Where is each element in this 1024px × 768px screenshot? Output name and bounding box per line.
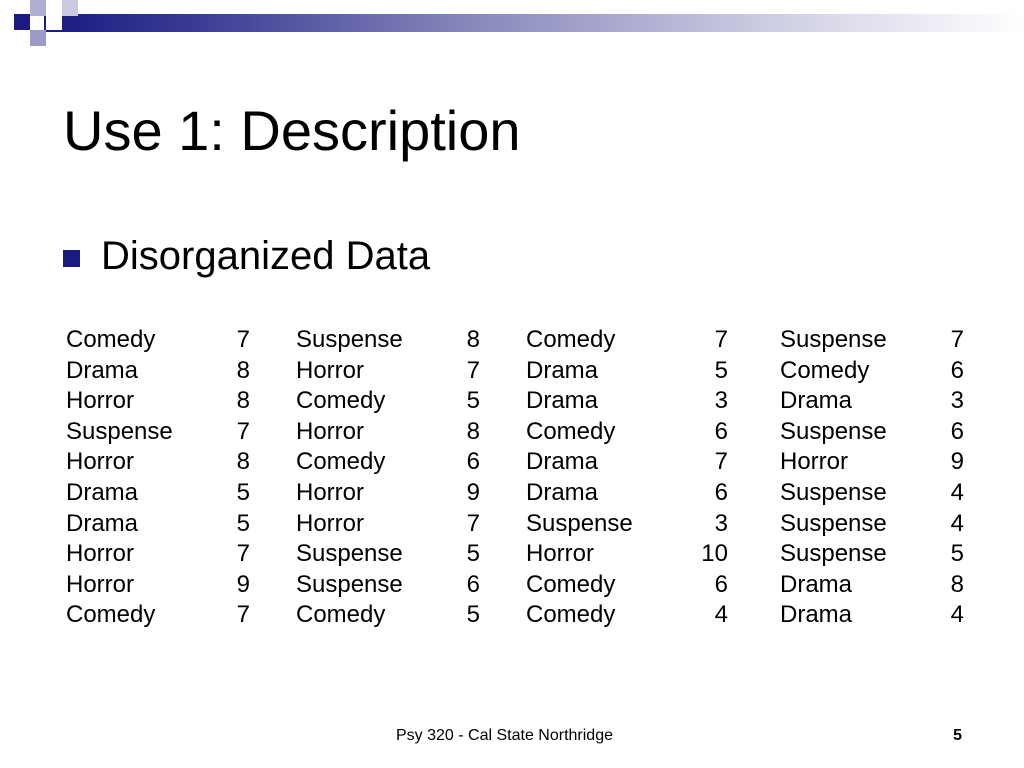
rating-cell: 8 bbox=[950, 570, 964, 598]
genre-cell: Suspense bbox=[780, 417, 887, 445]
genre-cell: Suspense bbox=[296, 540, 403, 568]
table-row bbox=[66, 356, 964, 387]
rating-cell: 7 bbox=[950, 326, 964, 353]
genre-cell: Drama bbox=[66, 356, 139, 384]
table-row bbox=[66, 539, 964, 570]
rating-cell: 6 bbox=[714, 570, 728, 598]
rating-cell: 6 bbox=[466, 448, 480, 476]
genre-cell: Drama bbox=[780, 570, 853, 598]
table-row bbox=[66, 509, 964, 540]
genre-cell: Comedy bbox=[296, 601, 386, 629]
rating-cell: 7 bbox=[714, 448, 728, 476]
genre-cell: Suspense bbox=[780, 509, 887, 537]
genre-cell: Drama bbox=[66, 509, 139, 537]
genre-cell: Drama bbox=[526, 387, 599, 415]
rating-cell: 5 bbox=[466, 540, 480, 568]
genre-cell: Horror bbox=[296, 356, 365, 384]
rating-cell: 4 bbox=[714, 601, 728, 629]
genre-cell: Comedy bbox=[526, 417, 616, 445]
genre-cell: Suspense bbox=[296, 570, 403, 598]
rating-cell: 5 bbox=[714, 356, 728, 384]
genre-cell: Comedy bbox=[66, 601, 156, 629]
rating-cell: 10 bbox=[701, 540, 728, 568]
table-row bbox=[66, 600, 964, 631]
genre-cell: Horror bbox=[66, 387, 135, 415]
rating-cell: 9 bbox=[466, 478, 480, 506]
genre-cell: Horror bbox=[66, 540, 135, 568]
rating-cell: 8 bbox=[466, 326, 480, 353]
rating-cell: 4 bbox=[950, 478, 964, 506]
genre-cell: Comedy bbox=[526, 326, 616, 353]
genre-cell: Comedy bbox=[526, 570, 616, 598]
table-body bbox=[66, 325, 964, 631]
rating-cell: 5 bbox=[236, 478, 250, 506]
rating-cell: 7 bbox=[236, 601, 250, 629]
genre-cell: Drama bbox=[780, 601, 853, 629]
rating-cell: 9 bbox=[950, 448, 964, 476]
genre-cell: Comedy bbox=[526, 601, 616, 629]
table-row bbox=[66, 417, 964, 448]
rating-cell: 6 bbox=[950, 417, 964, 445]
table-row bbox=[66, 570, 964, 601]
rating-cell: 8 bbox=[236, 387, 250, 415]
bullet-item bbox=[63, 232, 430, 280]
genre-cell: Horror bbox=[780, 448, 849, 476]
header-gradient-bar bbox=[44, 14, 1024, 32]
rating-cell: 7 bbox=[236, 540, 250, 568]
genre-cell: Drama bbox=[66, 478, 139, 506]
decor-square-mid bbox=[30, 30, 46, 46]
page-number: 5 bbox=[953, 727, 962, 744]
genre-cell: Horror bbox=[296, 509, 365, 537]
rating-cell: 4 bbox=[950, 509, 964, 537]
rating-cell: 6 bbox=[950, 356, 964, 384]
genre-cell: Horror bbox=[296, 417, 365, 445]
table-row bbox=[66, 447, 964, 478]
genre-cell: Drama bbox=[526, 448, 599, 476]
genre-cell: Suspense bbox=[780, 540, 887, 568]
rating-cell: 5 bbox=[466, 387, 480, 415]
slide-footer: Psy 320 - Cal State Northridge bbox=[396, 727, 613, 744]
rating-cell: 8 bbox=[466, 417, 480, 445]
decor-square-light bbox=[30, 0, 46, 16]
genre-cell: Suspense bbox=[780, 478, 887, 506]
genre-cell: Suspense bbox=[780, 326, 887, 353]
rating-cell: 6 bbox=[714, 417, 728, 445]
decor-square-white-2 bbox=[14, 30, 30, 46]
rating-cell: 6 bbox=[714, 478, 728, 506]
square-bullet-icon bbox=[63, 250, 80, 267]
decor-square-white bbox=[46, 14, 62, 30]
table-row bbox=[66, 325, 964, 356]
decor-square-faint bbox=[62, 0, 78, 16]
table-row bbox=[66, 386, 964, 417]
genre-cell: Comedy bbox=[66, 326, 156, 353]
rating-cell: 8 bbox=[236, 356, 250, 384]
genre-cell: Comedy bbox=[780, 356, 870, 384]
rating-cell: 5 bbox=[466, 601, 480, 629]
rating-cell: 3 bbox=[950, 387, 964, 415]
genre-cell: Suspense bbox=[296, 326, 403, 353]
rating-cell: 7 bbox=[236, 326, 250, 353]
genre-cell: Suspense bbox=[66, 417, 173, 445]
slide-header-decoration bbox=[0, 0, 1024, 48]
genre-cell: Comedy bbox=[296, 448, 386, 476]
genre-cell: Horror bbox=[66, 570, 135, 598]
rating-cell: 7 bbox=[466, 509, 480, 537]
rating-cell: 8 bbox=[236, 448, 250, 476]
rating-cell: 3 bbox=[714, 509, 728, 537]
rating-cell: 6 bbox=[466, 570, 480, 598]
rating-cell: 7 bbox=[236, 417, 250, 445]
rating-cell: 5 bbox=[950, 540, 964, 568]
genre-cell: Drama bbox=[526, 356, 599, 384]
rating-cell: 9 bbox=[236, 570, 250, 598]
genre-cell: Drama bbox=[526, 478, 599, 506]
genre-cell: Comedy bbox=[296, 387, 386, 415]
table-row bbox=[66, 478, 964, 509]
rating-cell: 3 bbox=[714, 387, 728, 415]
genre-cell: Drama bbox=[780, 387, 853, 415]
rating-cell: 4 bbox=[950, 601, 964, 629]
genre-cell: Horror bbox=[296, 478, 365, 506]
genre-cell: Horror bbox=[526, 540, 595, 568]
slide-title: Use 1: Description bbox=[63, 99, 521, 162]
rating-cell: 5 bbox=[236, 509, 250, 537]
genre-rating-table bbox=[66, 325, 964, 631]
genre-cell: Horror bbox=[66, 448, 135, 476]
decor-square-dark bbox=[14, 14, 30, 30]
rating-cell: 7 bbox=[714, 326, 728, 353]
rating-cell: 7 bbox=[466, 356, 480, 384]
genre-cell: Suspense bbox=[526, 509, 633, 537]
bullet-text: Disorganized Data bbox=[101, 234, 431, 278]
